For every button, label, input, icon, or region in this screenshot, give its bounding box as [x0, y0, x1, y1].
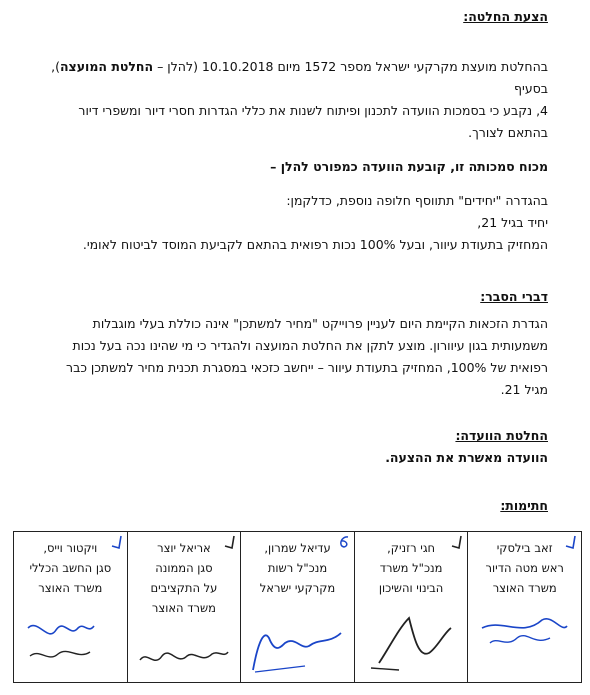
signatory-name: זאב בילסקי: [496, 541, 553, 555]
signatory-office: הבינוי והשיכון: [378, 581, 444, 595]
explanation-line-1: הגדרת הזכאות הקיימת היום לעניין פרוייקט "מחיר למשתכן" אינה כוללת בעלי מוגבלות: [92, 316, 548, 331]
signature-image: [18, 608, 118, 678]
signatory-name: ויקטור וייס,: [43, 541, 98, 555]
signatory-name: אריאל יוצר: [157, 541, 211, 555]
signatory-office: מקרקעי ישראל: [259, 581, 336, 595]
background-line-3: בהתאם לצורך.: [468, 125, 548, 140]
signatory-office: משרד האוצר: [38, 581, 103, 595]
proposal-heading: הצעת החלטה:: [463, 9, 548, 24]
signatory-name: עדיאל שמרון,: [264, 541, 331, 555]
signatory-role: ראש מטה הדיור: [485, 561, 564, 575]
signatory-cell-1: [468, 532, 582, 683]
background-line-2: 4, נקבע כי בסמכות הוועדה לתכנון ופיתוח לשנות את כללי הגדרות חסרי דיור ומשפרי דיור: [78, 103, 548, 118]
signature-mark-icon: [564, 534, 578, 550]
decision-text: הוועדה מאשרת את ההצעה.: [385, 450, 548, 465]
signature-table: [13, 531, 582, 683]
signature-row: [14, 532, 582, 683]
signatory-office: משרד האוצר: [492, 581, 557, 595]
signature-mark-icon: [450, 534, 464, 550]
signature-mark-icon: [335, 534, 351, 550]
signatory-cell-5: [14, 532, 128, 683]
authority-line-3: המחזיק בתעודת עיוור, ובעל 100% נכות רפואית בהתאם לקביעת המוסד לביטוח לאומי.: [82, 237, 548, 252]
explanation-line-4: מגיל 21.: [500, 382, 548, 397]
explanation-line-2: משמעותית בגון עיוורון. מוצע לתקן את החלטת המועצה ולהגדיר כי מי שהינו נכה בעל נכות: [72, 338, 548, 353]
explanation-title: דברי הסבר:: [480, 289, 548, 304]
background-line-1-a: בהחלטת מועצת מקרקעי ישראל מספר 1572 מיום 10.10.2018 (להלן –: [153, 59, 548, 74]
authority-line-1: בהגדרה "יחידים" תתווסף חלופה נוספת, כדלקמן:: [286, 193, 548, 208]
authority-title: מכוח סמכותה זו, קובעת הוועדה כמפורט להלן –: [270, 159, 548, 174]
explanation-line-3: רפואית של 100%, המחזיק בתעודת עיוור – ייחשב כזכאי במסגרת תכנית מחיר למשתכן כבר: [66, 360, 548, 375]
signatory-role: סגן החשב הכללי: [29, 561, 112, 575]
signatures-title: חתימות:: [500, 498, 548, 513]
signature-image: [132, 638, 232, 678]
signature-mark-icon: [110, 534, 124, 550]
signatory-role: מנכ"ל משרד: [379, 561, 443, 575]
signature-image: [472, 608, 572, 678]
council-decision-term: החלטת המועצה: [59, 59, 154, 74]
signatory-unit: על התקציבים: [150, 581, 218, 595]
signatory-role: סגן הממונה: [155, 561, 213, 575]
signatory-cell-3: [241, 532, 355, 683]
authority-paragraph: [44, 190, 548, 256]
background-paragraph: [44, 56, 548, 144]
signatory-role: מנכ"ל רשות: [267, 561, 328, 575]
signatory-office: משרד האוצר: [151, 601, 216, 615]
explanation-paragraph: [44, 313, 548, 401]
signature-image: [359, 608, 459, 678]
background-line-1-b: ), בסעיף: [51, 59, 548, 96]
signatory-name: חגי רזניק,: [387, 541, 436, 555]
signatory-cell-4: [127, 532, 241, 683]
background-line-1: [44, 56, 548, 100]
signatory-cell-2: [354, 532, 468, 683]
signature-image: [245, 608, 345, 678]
signature-mark-icon: [223, 534, 237, 550]
authority-line-2: יחיד בגיל 21,: [477, 215, 548, 230]
decision-title: החלטת הוועדה:: [455, 428, 548, 443]
